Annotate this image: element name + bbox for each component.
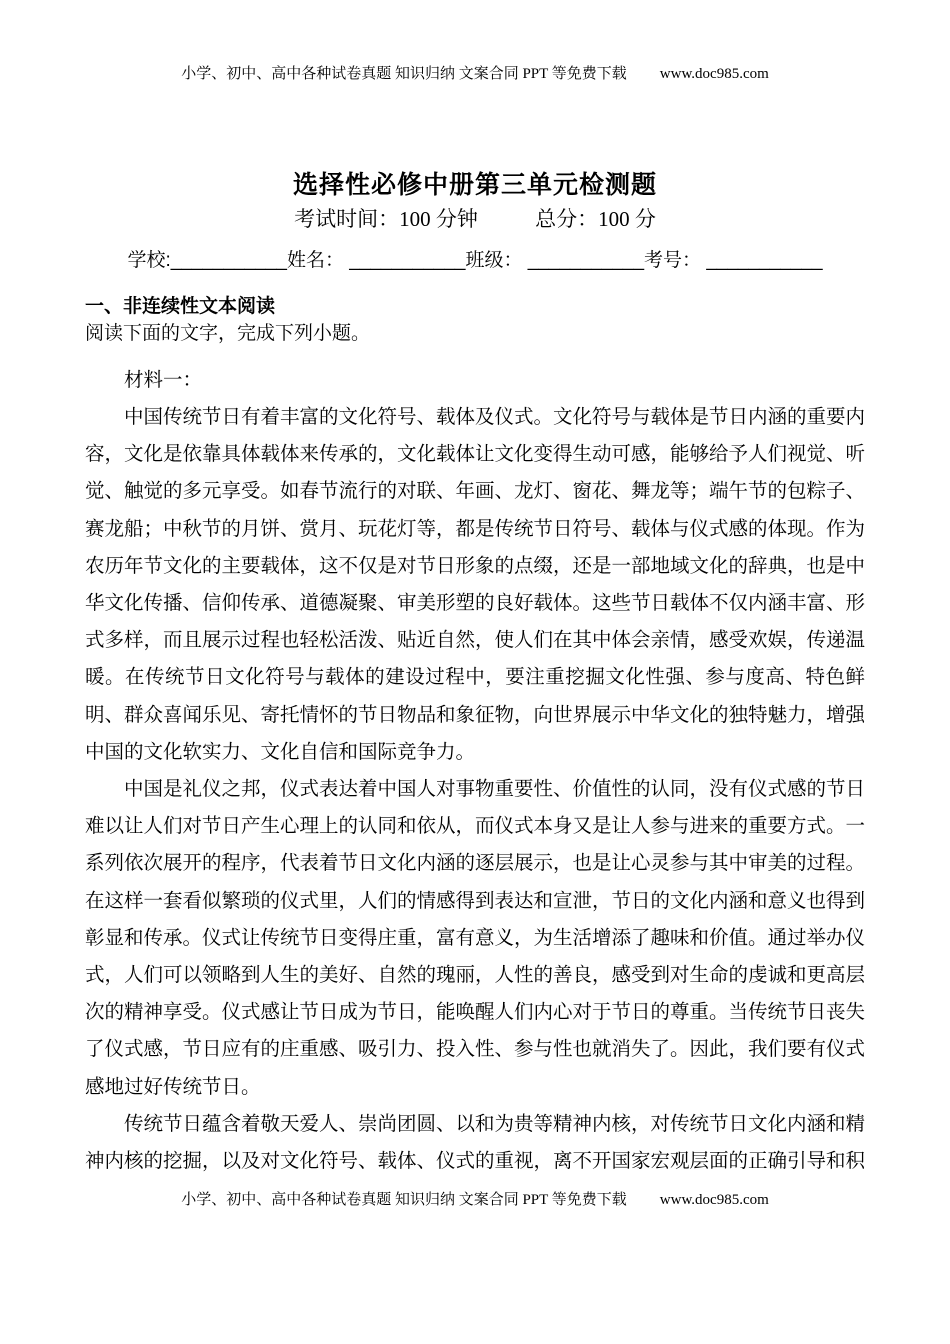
school-blank: ___________ xyxy=(170,250,287,271)
material-label: 材料一： xyxy=(124,370,203,391)
exam-number-label: 考号： xyxy=(644,250,707,271)
school-field xyxy=(127,250,287,271)
material-paragraph-3: 传统节日蕴含着敬天爱人、崇尚团圆、以和为贵等精神内核，对传统节日文化内涵和精神内核的挖掘，以及对文化符号、载体、仪式的重视，离不开国家宏观层面的正确引导和积 xyxy=(85,1113,865,1173)
header-site-link[interactable]: www.doc985.com xyxy=(659,66,769,82)
name-blank: ___________ xyxy=(349,250,466,271)
school-label: 学校: xyxy=(127,250,171,271)
exam-number-field xyxy=(644,250,823,271)
exam-duration: 考试时间：100 分钟 xyxy=(294,207,478,231)
exam-number-blank: ___________ xyxy=(706,250,823,271)
class-field xyxy=(466,250,645,271)
class-label: 班级： xyxy=(465,250,528,271)
section-heading: 一、非连续性文本阅读 xyxy=(85,296,276,317)
exam-meta xyxy=(0,203,950,233)
footer-site-link[interactable]: www.doc985.com xyxy=(659,1192,769,1208)
exam-content xyxy=(85,294,865,1180)
exam-total-score: 总分：100 分 xyxy=(535,207,656,231)
name-label: 姓名： xyxy=(286,250,350,271)
footer-note: 小学、初中、高中各种试卷真题 知识归纳 文案合同 PPT 等免费下载 xyxy=(181,1192,627,1208)
header-note: 小学、初中、高中各种试卷真题 知识归纳 文案合同 PPT 等免费下载 xyxy=(181,66,627,82)
page-footer xyxy=(0,1188,950,1209)
name-field xyxy=(287,250,466,271)
page-header xyxy=(0,62,950,83)
material-paragraph-1: 中国传统节日有着丰富的文化符号、载体及仪式。文化符号与载体是节日内涵的重要内容，文化是依靠具体载体来传承的，文化载体让文化变得生动可感，能够给予人们视觉、听觉、触觉的多元享受。如春节流行的对联、年画、龙灯、窗花、舞龙等；端午节的包粽子、赛龙船；中秋节的月饼、赏月、玩花灯等，都是传统节日符号、载体与仪式感的体现。作为农历年节文化的主要载体，这不仅是对节日形象的点缀，还是一部地域文化的辞典，也是中华文化传播、信仰传承、道德凝聚、审美形塑的良好载体。这些节日载体不仅内涵丰富、形式多样，而且展示过程也轻松活泼、贴近自然，使人们在其中体会亲情，感受欢娱，传递温暖。在传统节日文化符号与载体的建设过程中，要注重挖掘文化性强、参与度高、特色鲜明、群众喜闻乐见、寄托情怀的节日物品和象征物，向世界展示中华文化的独特魅力，增强中国的文化软实力、文化自信和国际竞争力。 xyxy=(85,407,865,763)
student-info-row xyxy=(0,245,950,272)
material-paragraph-2: 中国是礼仪之邦，仪式表达着中国人对事物重要性、价值性的认同，没有仪式感的节日难以让人们对节日产生心理上的认同和依从，而仪式本身又是让人参与进来的重要方式。一系列依次展开的程序，代表着节日文化内涵的逐层展示，也是让心灵参与其中审美的过程。在这样一套看似繁琐的仪式里，人们的情感得到表达和宣泄，节日的文化内涵和意义也得到彰显和传承。仪式让传统节日变得庄重，富有意义，为生活增添了趣味和价值。通过举办仪式，人们可以领略到人生的美好、自然的瑰丽，人性的善良，感受到对生命的虔诚和更高层次的精神享受。仪式感让节日成为节日，能唤醒人们内心对于节日的尊重。当传统节日丧失了仪式感，节日应有的庄重感、吸引力、投入性、参与性也就消失了。因此，我们要有仪式感地过好传统节日。 xyxy=(85,779,865,1098)
class-blank: ___________ xyxy=(527,250,645,271)
exam-title: 选择性必修中册第三单元检测题 xyxy=(292,170,657,199)
reading-instruction: 阅读下面的文字，完成下列小题。 xyxy=(85,323,371,344)
